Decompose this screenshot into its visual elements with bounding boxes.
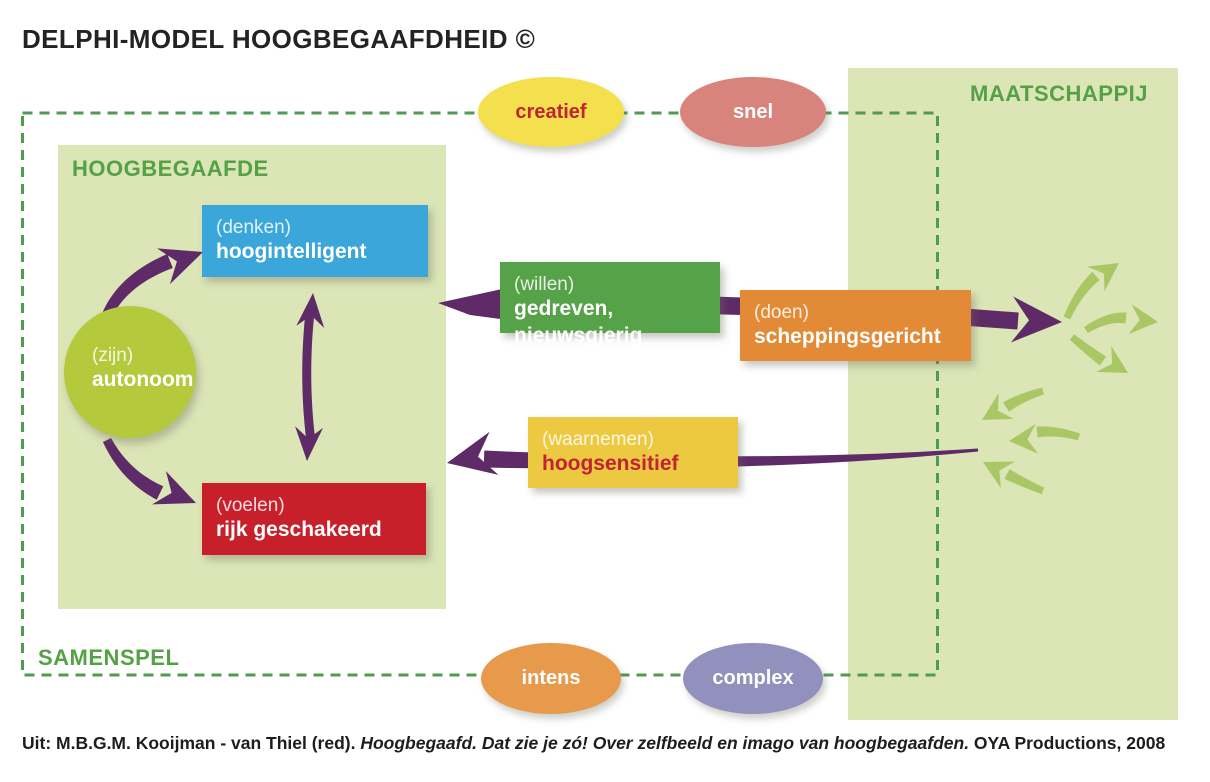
green-arrow-in-2-shaft [1036,426,1080,440]
node-voelen-rijk-geschakeerd [202,483,426,555]
node-doen-sublabel: (doen) [754,302,809,323]
caption-book-title: Hoogbegaafd. Dat zie je zó! Over zelfbeeld en imago van hoogbegaafden. [360,733,970,753]
green-arrow-out-2-head [1129,304,1158,334]
green-arrow-out-3-shaft [1070,334,1106,365]
green-arrow-in-1-shaft [1003,388,1044,412]
arrow-denken-voelen-shaft-shaft [302,312,315,443]
maatschappij-region-label: MAATSCHAPPIJ [970,81,1148,106]
page-title: DELPHI-MODEL HOOGBEGAAFDHEID © [22,24,536,54]
node-denken-sublabel: (denken) [216,217,291,238]
hoogbegaafde-region-label: HOOGBEGAAFDE [72,156,269,181]
green-arrow-out-2-shaft [1084,312,1126,333]
oval-creatief-label: creatief [515,100,587,123]
green-arrow-out-1-shaft [1064,272,1100,319]
node-waarnemen-sublabel: (waarnemen) [542,429,654,450]
node-zijn-sublabel: (zijn) [92,345,134,366]
node-doen-scheppingsgericht [740,290,971,361]
node-zijn-label: autonoom [92,368,194,392]
source-caption [22,733,1165,754]
caption-prefix: Uit: M.B.G.M. Kooijman - van Thiel (red). [22,733,361,753]
node-willen-gedreven [500,262,720,348]
node-waarnemen-hoogsensitief [528,417,738,488]
node-denken-hoogintelligent [202,205,428,277]
oval-complex [683,643,823,714]
oval-snel [680,77,826,147]
node-doen-label: scheppingsgericht [754,325,941,349]
node-voelen-label: rijk geschakeerd [216,518,382,542]
oval-intens [481,643,621,714]
node-zijn-autonoom [64,306,196,438]
arrow-zijn-to-voelen-shaft [103,438,163,500]
node-willen-sublabel: (willen) [514,274,575,295]
node-willen-label: gedreven, nieuwsgierig [514,297,643,348]
oval-snel-label: snel [732,100,774,123]
green-arrow-in-3-shaft [1004,469,1044,494]
oval-intens-label: intens [521,667,581,689]
node-waarnemen-label: hoogsensitief [542,452,679,476]
arrow-hoogbegaafde-to-maatschappij-head [1011,297,1062,343]
oval-complex-label: complex [712,667,794,689]
node-voelen-sublabel: (voelen) [216,495,285,516]
node-denken-label: hoogintelligent [216,240,367,264]
samenspel-region-label: SAMENSPEL [38,645,180,670]
oval-creatief [478,77,624,147]
caption-suffix: OYA Productions, 2008 [969,733,1166,753]
green-arrow-in-2-head [1009,424,1038,454]
